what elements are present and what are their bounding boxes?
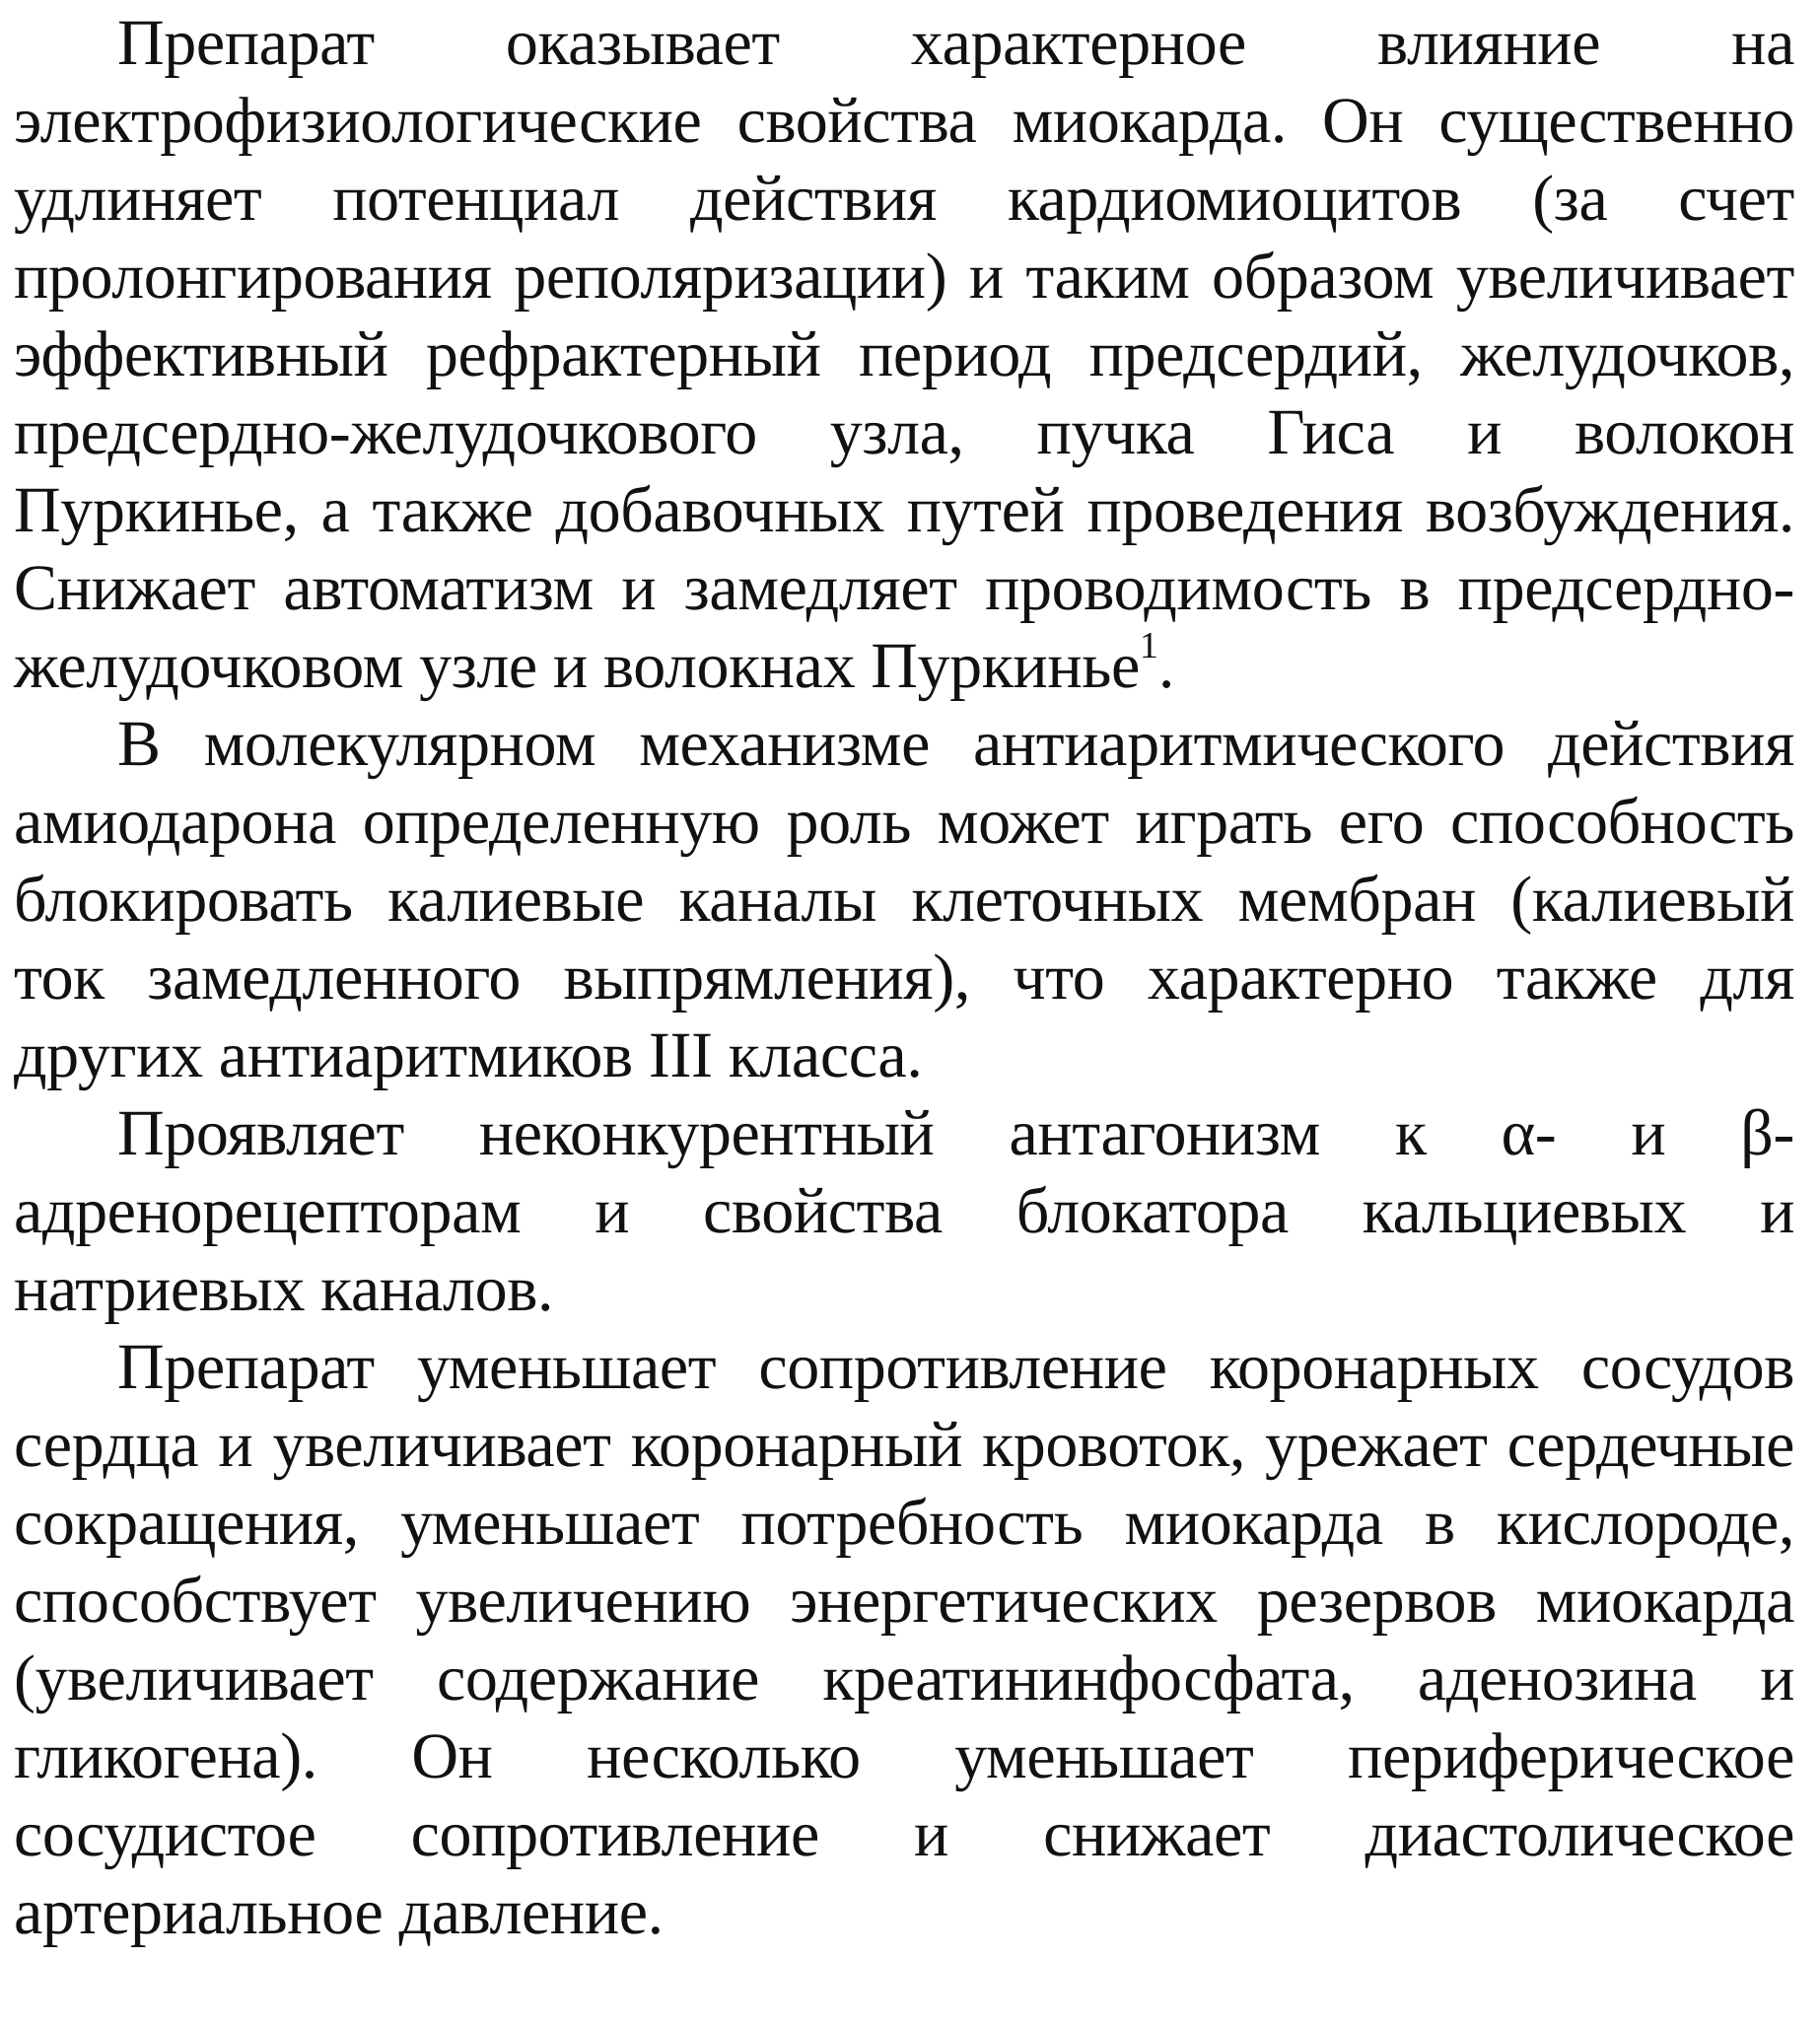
paragraph-text: Препарат оказывает характерное влияние на электрофизиологические свойства миокарда. Он существенно удлиняет потенциал действия кардиомиоцитов (за счет пролонгирования реполяризации) и таким образом увеличивает эффективный рефрактерный период предсердий, желудочков, предсердно-желудочкового узла, пучка Гиса и волокон Пуркинье, а также добавочных путей проведения возбуждения. Снижает автоматизм и замедляет проводимость в предсердно-желудочковом узле и волокнах Пуркинье xyxy=(14,7,1794,702)
paragraph-text: Проявляет неконкурентный антагонизм к α- и β-адренорецепторам и свойства блокатора кальциевых и натриевых каналов. xyxy=(14,1097,1794,1325)
paragraph-molecular-mechanism xyxy=(14,705,1794,1094)
paragraph-text: В молекулярном механизме антиаритмического действия амиодарона определенную роль может играть его способность блокировать калиевые каналы клеточных мембран (калиевый ток замедленного выпрямления), что характерно также для других антиаритмиков III класса. xyxy=(14,708,1794,1091)
paragraph-coronary-effects xyxy=(14,1328,1794,1951)
paragraph-end-punctuation: . xyxy=(1157,630,1174,702)
paragraph-adrenoreceptor-antagonism xyxy=(14,1094,1794,1328)
paragraph-electrophysiology xyxy=(14,4,1794,705)
document-page xyxy=(14,0,1794,2028)
footnote-marker: 1 xyxy=(1139,625,1158,666)
paragraph-text: Препарат уменьшает сопротивление коронарных сосудов сердца и увеличивает коронарный кровоток, урежает сердечные сокращения, уменьшает потребность миокарда в кислороде, способствует увеличению энергетических резервов миокарда (увеличивает содержание креатининфосфата, аденозина и гликогена). Он несколько уменьшает периферическое сосудистое сопротивление и снижает диастолическое артериальное давление. xyxy=(14,1331,1794,1948)
